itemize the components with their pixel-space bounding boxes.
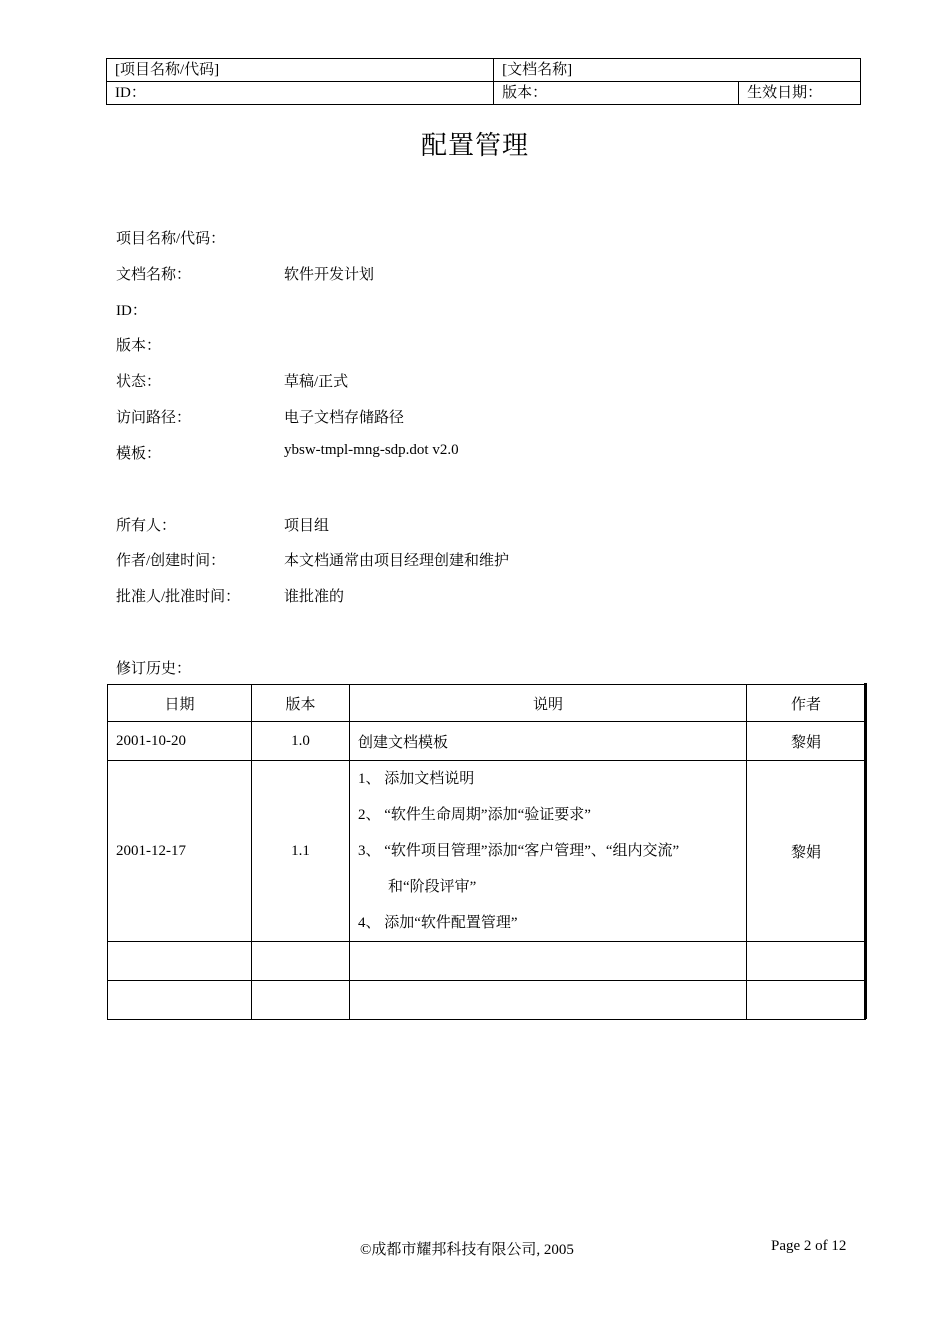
header-project: [项目名称/代码] bbox=[107, 59, 494, 82]
header-version: 版本： bbox=[494, 82, 739, 105]
desc-item: 3、 “软件项目管理”添加“客户管理”、“组内交流” bbox=[358, 843, 680, 859]
cell-desc: 创建文档模板 bbox=[350, 722, 747, 761]
header-doc-name: [文档名称] bbox=[494, 59, 861, 82]
info-value: ybsw-tmpl-mng-sdp.dot v2.0 bbox=[284, 442, 459, 458]
info-label: ID： bbox=[116, 303, 147, 319]
cell-version: 1.1 bbox=[252, 761, 350, 942]
cell-empty bbox=[108, 981, 252, 1020]
info-label: 批准人/批准时间： bbox=[116, 589, 241, 605]
page-title: 配置管理 bbox=[420, 131, 529, 160]
desc-item: 1、 添加文档说明 bbox=[358, 771, 475, 787]
info-value: 电子文档存储路径 bbox=[284, 410, 405, 426]
footer-page-number: Page 2 of 12 bbox=[771, 1238, 847, 1254]
header-id: ID： bbox=[107, 82, 494, 105]
cell-empty bbox=[108, 942, 252, 981]
desc-item: 2、 “软件生命周期”添加“验证要求” bbox=[358, 807, 591, 823]
table-row bbox=[108, 761, 866, 942]
col-header-desc: 说明 bbox=[350, 685, 747, 722]
table-row bbox=[108, 722, 866, 761]
cell-author: 黎娟 bbox=[747, 761, 866, 942]
cell-empty bbox=[252, 942, 350, 981]
info-value: 本文档通常由项目经理创建和维护 bbox=[284, 553, 510, 569]
table-row-empty bbox=[108, 981, 866, 1020]
info-label: 所有人： bbox=[116, 518, 177, 534]
info-label: 作者/创建时间： bbox=[116, 553, 226, 569]
info-label: 项目名称/代码： bbox=[116, 231, 226, 247]
desc-item: 4、 添加“软件配置管理” bbox=[358, 915, 518, 931]
header-effective-date: 生效日期： bbox=[739, 82, 861, 105]
info-label: 访问路径： bbox=[116, 410, 192, 426]
cell-author: 黎娟 bbox=[747, 722, 866, 761]
cell-version: 1.0 bbox=[252, 722, 350, 761]
info-value: 软件开发计划 bbox=[284, 267, 375, 283]
desc-item-continued: 和“阶段评审” bbox=[388, 879, 477, 895]
info-value: 项目组 bbox=[284, 518, 330, 534]
revision-history-label: 修订历史： bbox=[116, 661, 192, 677]
info-value: 谁批准的 bbox=[284, 589, 345, 605]
info-label: 版本： bbox=[116, 338, 162, 354]
info-label: 文档名称： bbox=[116, 267, 192, 283]
footer-copyright: ©成都市耀邦科技有限公司, 2005 bbox=[360, 1242, 574, 1258]
cell-date: 2001-12-17 bbox=[108, 761, 252, 942]
revision-table bbox=[107, 684, 866, 1020]
cell-empty bbox=[252, 981, 350, 1020]
cell-empty bbox=[747, 942, 866, 981]
table-row-empty bbox=[108, 942, 866, 981]
cell-empty bbox=[747, 981, 866, 1020]
col-header-author: 作者 bbox=[747, 685, 866, 722]
info-value: 草稿/正式 bbox=[284, 374, 349, 390]
cell-desc bbox=[350, 761, 747, 942]
col-header-version: 版本 bbox=[252, 685, 350, 722]
cell-empty bbox=[350, 981, 747, 1020]
cell-empty bbox=[350, 942, 747, 981]
col-header-date: 日期 bbox=[108, 685, 252, 722]
page-header-table bbox=[106, 58, 861, 105]
info-label: 状态： bbox=[116, 374, 162, 390]
cell-date: 2001-10-20 bbox=[108, 722, 252, 761]
table-right-border bbox=[864, 683, 867, 1019]
info-label: 模板： bbox=[116, 446, 162, 462]
